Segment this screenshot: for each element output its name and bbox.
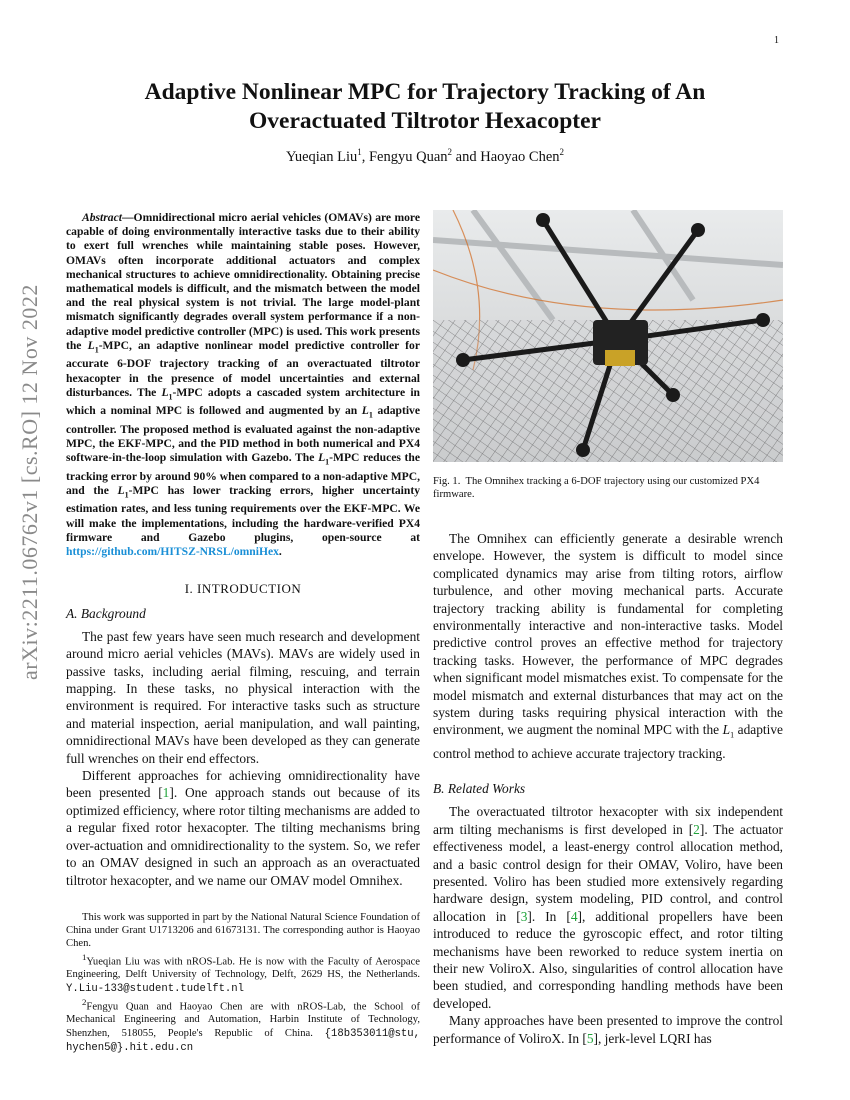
author-and: and xyxy=(455,148,477,165)
l1-symbol: $L_1$ xyxy=(87,338,99,355)
footnote-2: $^2$Fengyu Quan and Haoyao Chen are with nROS-Lab, the School of Mechanical Engineering and Automation, Harbin Institute of Technology, Shenzhen, 518055, People's Republic of China. {18b353011@stu, hychen5@}.hit.edu.cn xyxy=(66,996,420,1054)
author-2: Fengyu Quan xyxy=(368,148,448,165)
title-line-1: Adaptive Nonlinear MPC for Trajectory Tracking of An xyxy=(144,79,706,105)
l1-symbol: $L_1$ xyxy=(722,722,735,741)
footnotes xyxy=(66,911,420,1055)
figure-1-caption xyxy=(433,475,783,501)
github-link[interactable]: https://github.com/HITSZ-NRSL/omniHex xyxy=(66,545,279,559)
caption-text: The Omnihex tracking a 6-DOF trajectory using our customized PX4 firmware. xyxy=(433,476,760,501)
author-3-affil: 2 xyxy=(559,147,565,157)
intro-paragraph-1: The past few years have seen much research and development around micro aerial vehicles (MAVs). MAVs are widely used in passive tasks, including aerial filming, rescuing, and terrain mapping. In these tasks, no physical interaction with the environment is required. For interactive tasks such as structure and material inspection, aerial manipulation, and wall painting, omnidirectional MAVs have been developed as they can generate full wrenches on their end effectors. xyxy=(66,628,420,766)
introduction-section xyxy=(66,580,420,889)
citation-5[interactable]: 5 xyxy=(586,1030,594,1046)
citation-1[interactable]: 1 xyxy=(162,785,170,801)
caption-label: Fig. 1. xyxy=(433,476,461,487)
related-works-paragraph-2: Many approaches have been presented to improve the control performance of VoliroX. In [5], jerk-level LQRI has xyxy=(433,1013,783,1046)
abstract-text-6: -MPC has lower tracking errors, higher uncertainty estimation rates, and less tuning requirements over the EKF-MPC. We will make the implementations, including the hardware-verified PX4 firmware and Gazebo plugins, open-source at xyxy=(66,483,420,544)
email-1: Y.Liu-133@student.tudelft.nl xyxy=(66,982,245,995)
l1-symbol: $L_1$ xyxy=(117,483,129,500)
citation-2[interactable]: 2 xyxy=(693,821,700,837)
footnote-1: $^1$Yueqian Liu was with nROS-Lab. He is now with the Faculty of Aerospace Engineering, Delft University of Technology, Delft, 2629 HS, the Netherlands. Y.Liu-133@student.tudelft.nl xyxy=(66,951,420,995)
related-works-paragraph-1: The overactuated tiltrotor hexacopter with six independent arm tilting mechanisms is first developed in [2]. The actuator effectiveness model, a least-energy control allocation method, and a basic control design for their OMAV, Voliro, have been presented. Voliro has been studied more extensively regarding hardware design, system modeling, PID control, and control allocation in [3]. In [4], additional propellers have been introduced to reduce the gyroscopic effect, and rotor tilting mechanisms have been reworked to reduce system inertia on their new VoliroX. Also, singularities of control allocation have been studied, and corresponding handling methods have been developed. xyxy=(433,804,784,1011)
abstract-text-2: -MPC, an adaptive nonlinear model predictive controller for accurate 6-DOF trajectory tracking of an overactuated tiltrotor hexacopter in the presence of model uncertainties and external disturbances. The xyxy=(66,338,420,399)
abstract-lead: Abstract xyxy=(82,211,122,224)
title-line-2: Overactuated Tiltrotor Hexacopter xyxy=(249,108,601,134)
author-1-affil: 1 xyxy=(357,147,362,157)
abstract xyxy=(66,211,420,559)
abstract-text-5: -MPC reduces the tracking error by around 90% when compared to a non-adaptive MPC, and the xyxy=(66,451,420,497)
figure-1-photo xyxy=(433,210,783,462)
author-list: Yueqian Liu$^1$, Fengyu Quan$^2$ and Haoyao Chen$^2$ xyxy=(285,147,565,165)
section-heading-introduction: I. INTRODUCTION xyxy=(184,581,302,596)
subsection-related-works: B. Related Works xyxy=(433,780,526,796)
citation-3[interactable]: 3 xyxy=(520,908,528,924)
abstract-text-3: -MPC adopts a cascaded system architecture in which a nominal MPC is followed and augmented by an xyxy=(66,385,420,418)
l1-symbol: $L_1$ xyxy=(161,385,173,402)
footnote-funding: This work was supported in part by the National Natural Science Foundation of China under Grant U1713206 and 61673131. The corresponding author is Haoyao Chen. xyxy=(66,912,420,950)
omnihex-photo-illustration xyxy=(433,210,783,462)
page-number: 1 xyxy=(774,35,779,46)
abstract-end: . xyxy=(278,545,282,559)
abstract-text-4: adaptive controller. The proposed method is evaluated against the non-adaptive MPC, the EKF-MPC, and the PID method in both numerical and PX4 software-in-the-loop simulation with Gazebo. The xyxy=(66,404,420,465)
arxiv-stamp: arXiv:2211.06762v1 [cs.RO] 12 Nov 2022 xyxy=(17,284,42,680)
subsection-background: A. Background xyxy=(66,606,146,622)
author-2-affil: 2 xyxy=(447,147,453,157)
author-1: Yueqian Liu xyxy=(285,148,358,165)
abstract-text-1: —Omnidirectional micro aerial vehicles (OMAVs) are more capable of doing environmentally interactive tasks due to their ability to exert full wrenches while maintaining stable poses. However, OMAVs often incorporate additional actuators and complex mechanical structures to achieve omnidirectionality. Obtaining precise mathematical models is difficult, and the mismatch between the model and the real physical system is not trivial. The large model-plant mismatch significantly degrades overall system performance if a non-adaptive model predictive controller (MPC) is used. This work presents the xyxy=(66,211,420,352)
paper-title xyxy=(100,78,750,136)
intro-paragraph-2: Different approaches for achieving omnidirectionality have been presented [1]. One approach stands out because of its optimized efficiency, where rotor tilting mechanisms are added to a regular fixed rotor hexacopter. The tilting mechanisms bring over-actuation and omnidirectionality to the system. So, we refer to an OMAV designed in such an approach as an overactuated tiltrotor hexacopter, and we name our OMAV model Omnihex. xyxy=(66,768,420,888)
email-2: {18b353011@stu, hychen5@}.hit.edu.cn xyxy=(66,1027,420,1054)
right-column-text xyxy=(433,530,783,1047)
citation-4[interactable]: 4 xyxy=(570,908,578,924)
l1-symbol: $L_1$ xyxy=(318,451,330,467)
author-3: Haoyao Chen xyxy=(480,148,560,165)
l1-symbol: $L_1$ xyxy=(361,404,373,420)
right-paragraph-1: The Omnihex can efficiently generate a desirable wrench envelope. However, the system is difficult to model since complicated dynamics may arise from tilting rotors, airflow turbulence, and other moving mechanical parts. Accurate trajectory tracking ability is fundamental for completing environmentally interactive and non-interactive tasks. Model predictive control proves an effective method for trajectory tracking tasks. However, the performance of MPC degrades when significant model mismatches exist. To compensate for the model mismatch and external disturbances that may act on the system during tasks requiring physical interaction with the environment, we augment the nominal MPC with the $L_1$ adaptive control method to achieve accurate trajectory tracking. xyxy=(433,531,783,761)
